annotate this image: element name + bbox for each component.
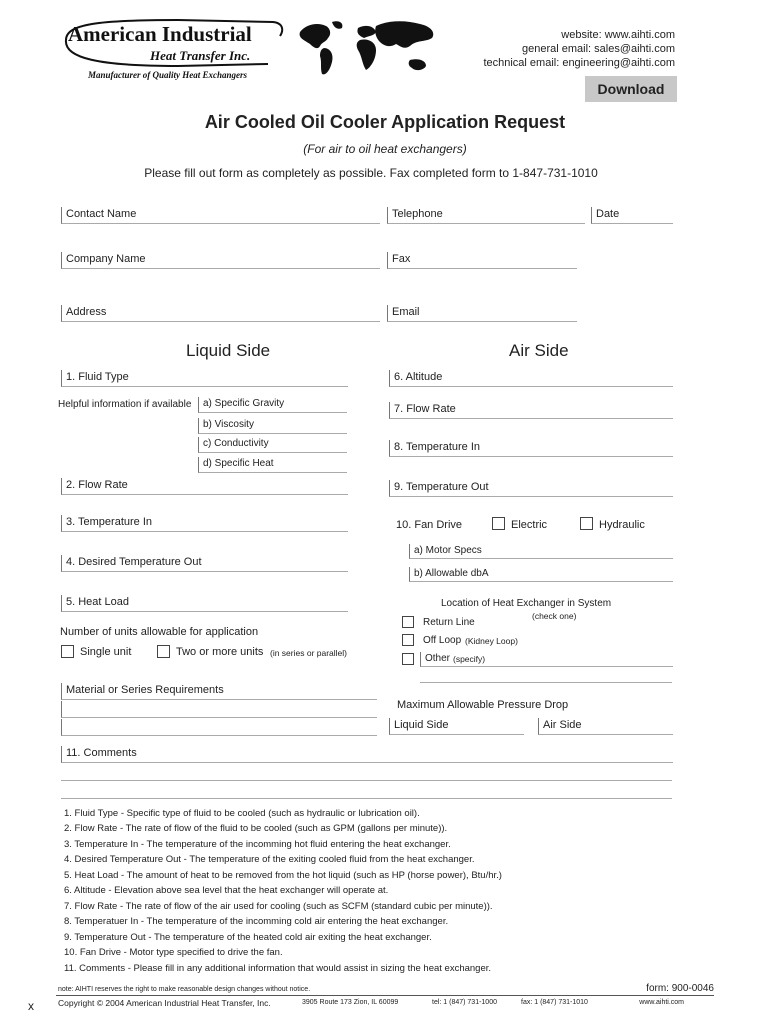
- single-unit-label: Single unit: [80, 646, 132, 658]
- form-number: form: 900-0046: [646, 983, 714, 994]
- note-item: 4. Desired Temperature Out - The temperature of the exiting cooled fluid from the heat exchanger.: [64, 854, 475, 865]
- address-label: Address: [66, 306, 107, 318]
- other-note: (specify): [453, 654, 486, 664]
- air-side-pressure-field[interactable]: [538, 718, 673, 735]
- note-item: 8. Temperatuer In - The temperature of the incomming cold air entering the heat exchanger.: [64, 916, 449, 927]
- material-requirements-line-2[interactable]: [61, 701, 377, 718]
- note-item: 5. Heat Load - The amount of heat to be removed from the hot liquid (such as HP (horse power), Btu/hr.): [64, 870, 502, 881]
- conductivity-label: c) Conductivity: [203, 438, 269, 449]
- allowable-dba-label: b) Allowable dbA: [414, 568, 489, 579]
- air-temperature-out-field[interactable]: [389, 480, 673, 497]
- air-temperature-out-label: 9. Temperature Out: [394, 481, 489, 493]
- general-email-link[interactable]: general email: sales@aihti.com: [521, 43, 675, 55]
- units-allowable-label: Number of units allowable for application: [60, 626, 259, 638]
- website-link[interactable]: website: www.aihti.com: [561, 29, 675, 41]
- date-field[interactable]: [591, 207, 673, 224]
- note-item: 3. Temperature In - The temperature of the incomming hot fluid entering the heat exchanger.: [64, 839, 451, 850]
- off-loop-checkbox[interactable]: [402, 634, 414, 646]
- note-item: 7. Flow Rate - The rate of flow of the air used for cooling (such as SCFM (standard cubic per minute)).: [64, 901, 493, 912]
- altitude-field[interactable]: [389, 370, 673, 387]
- note-item: 10. Fan Drive - Motor type specified to drive the fan.: [64, 947, 283, 958]
- disclaimer-note: note: AIHTI reserves the right to make reasonable design changes without notice.: [58, 986, 311, 993]
- other-specify-field[interactable]: [420, 652, 673, 667]
- air-temperature-in-field[interactable]: [389, 440, 673, 457]
- company-name-field[interactable]: [61, 252, 380, 269]
- email-field[interactable]: [387, 305, 577, 322]
- other-specify-line-2[interactable]: [420, 668, 672, 683]
- address-field[interactable]: [61, 305, 380, 322]
- desired-temperature-out-field[interactable]: [61, 555, 348, 572]
- liquid-side-heading: Liquid Side: [186, 341, 271, 360]
- specific-gravity-field[interactable]: [198, 397, 347, 413]
- close-mark[interactable]: x: [28, 999, 34, 1013]
- comments-line-2[interactable]: [61, 764, 672, 781]
- electric-label: Electric: [511, 519, 548, 531]
- max-pressure-drop-label: Maximum Allowable Pressure Drop: [397, 699, 569, 711]
- telephone-label: Telephone: [392, 208, 443, 220]
- material-requirements-label: Material or Series Requirements: [66, 684, 224, 696]
- contact-name-label: Contact Name: [66, 208, 137, 220]
- air-flow-rate-label: 7. Flow Rate: [394, 403, 456, 415]
- liquid-flow-rate-field[interactable]: [61, 478, 348, 495]
- specific-heat-label: d) Specific Heat: [203, 458, 274, 469]
- company-logo: [58, 14, 288, 88]
- air-temperature-in-label: 8. Temperature In: [394, 441, 481, 453]
- note-item: 9. Temperature Out - The temperature of the heated cold air exiting the heat exchanger.: [64, 932, 432, 943]
- return-line-checkbox[interactable]: [402, 616, 414, 628]
- motor-specs-field[interactable]: [409, 544, 673, 559]
- liquid-flow-rate-label: 2. Flow Rate: [66, 479, 128, 491]
- form-subtitle: (For air to oil heat exchangers): [303, 142, 467, 156]
- material-requirements-line-3[interactable]: [61, 719, 377, 736]
- electric-checkbox[interactable]: [492, 517, 505, 530]
- fan-drive-label: 10. Fan Drive: [396, 519, 463, 531]
- two-or-more-units-checkbox[interactable]: [157, 645, 170, 658]
- air-flow-rate-field[interactable]: [389, 402, 673, 419]
- footer-fax: fax: 1 (847) 731-1010: [521, 999, 588, 1006]
- specific-heat-field[interactable]: [198, 457, 347, 473]
- heat-load-field[interactable]: [61, 595, 348, 612]
- two-or-more-units-note: (in series or parallel): [270, 648, 347, 658]
- footer-telephone: tel: 1 (847) 731-1000: [432, 999, 497, 1006]
- desired-temperature-out-label: 4. Desired Temperature Out: [66, 556, 202, 568]
- liquid-side-pressure-label: Liquid Side: [394, 719, 449, 731]
- location-title: Location of Heat Exchanger in System: [441, 598, 612, 609]
- comments-field[interactable]: [61, 746, 673, 763]
- download-button[interactable]: [585, 76, 677, 102]
- download-button-label: Download: [597, 81, 665, 97]
- hydraulic-checkbox[interactable]: [580, 517, 593, 530]
- logo-subname: Heat Transfer Inc.: [150, 48, 251, 63]
- other-checkbox[interactable]: [402, 653, 414, 665]
- heat-load-label: 5. Heat Load: [66, 596, 129, 608]
- footer-rule: [56, 995, 714, 996]
- fluid-type-label: 1. Fluid Type: [66, 371, 129, 383]
- hydraulic-label: Hydraulic: [599, 519, 645, 531]
- footer-website[interactable]: www.aihti.com: [639, 999, 684, 1006]
- footer-address: 3905 Route 173 Zion, IL 60099: [302, 999, 399, 1006]
- viscosity-field[interactable]: [198, 418, 347, 434]
- form-title: Air Cooled Oil Cooler Application Request: [204, 112, 566, 132]
- date-label: Date: [596, 208, 620, 220]
- other-label: Other: [425, 653, 451, 664]
- specific-gravity-label: a) Specific Gravity: [203, 398, 285, 409]
- company-name-label: Company Name: [66, 253, 146, 265]
- form-instructions: Please fill out form as completely as possible. Fax completed form to 1-847-731-1010: [144, 166, 598, 180]
- liquid-temperature-in-label: 3. Temperature In: [66, 516, 153, 528]
- email-label: Email: [392, 306, 420, 318]
- comments-line-3[interactable]: [61, 782, 672, 799]
- material-requirements-field[interactable]: [61, 683, 377, 700]
- allowable-dba-field[interactable]: [409, 567, 673, 582]
- air-side-heading: Air Side: [509, 341, 569, 360]
- comments-label: 11. Comments: [66, 747, 137, 759]
- return-line-label: Return Line: [423, 617, 475, 628]
- air-side-pressure-label: Air Side: [543, 719, 582, 731]
- logo-tagline: Manufacturer of Quality Heat Exchangers: [88, 70, 248, 80]
- off-loop-label: Off Loop: [423, 635, 462, 646]
- two-or-more-units-label: Two or more units: [176, 646, 264, 658]
- motor-specs-label: a) Motor Specs: [414, 545, 482, 556]
- footer-copyright: Copyright © 2004 American Industrial Heat Transfer, Inc.: [58, 998, 271, 1008]
- technical-email-link[interactable]: technical email: engineering@aihti.com: [483, 57, 675, 69]
- liquid-temperature-in-field[interactable]: [61, 515, 348, 532]
- liquid-side-pressure-field[interactable]: [389, 718, 524, 735]
- fax-label: Fax: [392, 253, 411, 265]
- helpful-info-label: Helpful information if available: [58, 399, 192, 410]
- note-item: 2. Flow Rate - The rate of flow of the fluid to be cooled (such as GPM (gallons per minute)).: [64, 823, 448, 834]
- telephone-field[interactable]: [387, 207, 585, 224]
- fax-field[interactable]: [387, 252, 577, 269]
- contact-name-field[interactable]: [61, 207, 380, 224]
- note-item: 6. Altitude - Elevation above sea level that the heat exchanger will operate at.: [64, 885, 389, 896]
- fluid-type-field[interactable]: [61, 370, 348, 387]
- world-map-icon: [296, 18, 442, 80]
- off-loop-note: (Kidney Loop): [465, 636, 518, 646]
- viscosity-label: b) Viscosity: [203, 419, 254, 430]
- altitude-label: 6. Altitude: [394, 371, 443, 383]
- note-item: 1. Fluid Type - Specific type of fluid to be cooled (such as hydraulic or lubrication oil).: [64, 808, 420, 819]
- conductivity-field[interactable]: [198, 437, 347, 453]
- logo-name: American Industrial: [68, 22, 252, 46]
- single-unit-checkbox[interactable]: [61, 645, 74, 658]
- note-item: 11. Comments - Please fill in any additional information that would assist in sizing the heat exchanger.: [64, 963, 492, 974]
- check-one-note: (check one): [532, 611, 577, 621]
